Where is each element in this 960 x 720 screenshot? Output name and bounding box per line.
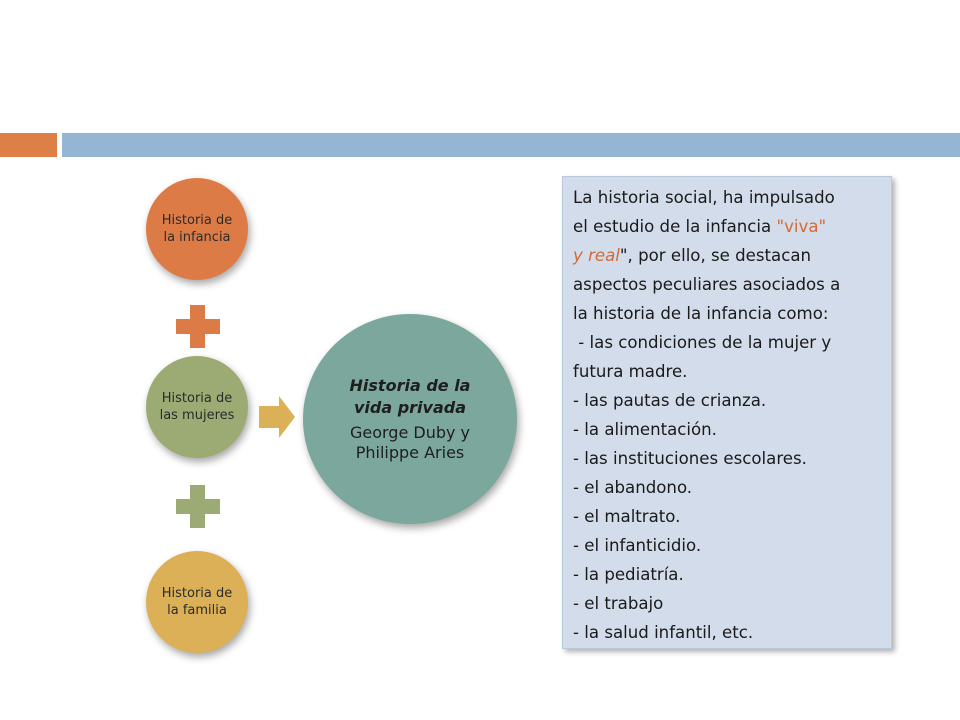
text-line: y real", por ello, se destacan: [573, 246, 812, 265]
header-accent-bar-blue: [62, 133, 960, 157]
list-item: - la alimentación.: [573, 420, 717, 439]
center-subtitle: George Duby y Philippe Aries: [349, 423, 471, 462]
list-item: - el infanticidio.: [573, 536, 702, 555]
list-item: - el maltrato.: [573, 507, 681, 526]
node-historia-mujeres: [146, 356, 248, 458]
list-item: - las instituciones escolares.: [573, 449, 807, 468]
list-item: - la salud infantil, etc.: [573, 623, 754, 642]
list-item: - la pediatría.: [573, 565, 684, 584]
text-line: La historia social, ha impulsado: [573, 188, 835, 207]
node-historia-vida-privada: [303, 314, 517, 524]
text-line: aspectos peculiares asociados a: [573, 275, 841, 294]
text-line: el estudio de la infancia "viva": [573, 217, 827, 236]
chevron-arrow-right-icon: [259, 396, 295, 438]
center-title: Historia de la vida privada: [349, 376, 471, 417]
quote-real: y real: [573, 246, 620, 265]
list-item: - las pautas de crianza.: [573, 391, 767, 410]
text-line: - las condiciones de la mujer y: [573, 333, 832, 352]
node-label: Historia de la infancia: [161, 213, 233, 245]
node-historia-infancia: [146, 178, 248, 280]
plus-icon: [176, 305, 220, 348]
node-label: Historia de la familia: [161, 586, 233, 618]
node-historia-familia: [146, 551, 248, 653]
text-line: futura madre.: [573, 362, 688, 381]
plus-icon: [176, 485, 220, 528]
quote-viva: "viva": [776, 217, 827, 236]
list-item: - el trabajo: [573, 594, 664, 613]
node-label: Historia de las mujeres: [159, 391, 235, 423]
header-accent-bar-orange: [0, 133, 57, 157]
text-line: la historia de la infancia como:: [573, 304, 829, 323]
list-item: - el abandono.: [573, 478, 693, 497]
info-text-box: [562, 176, 892, 649]
